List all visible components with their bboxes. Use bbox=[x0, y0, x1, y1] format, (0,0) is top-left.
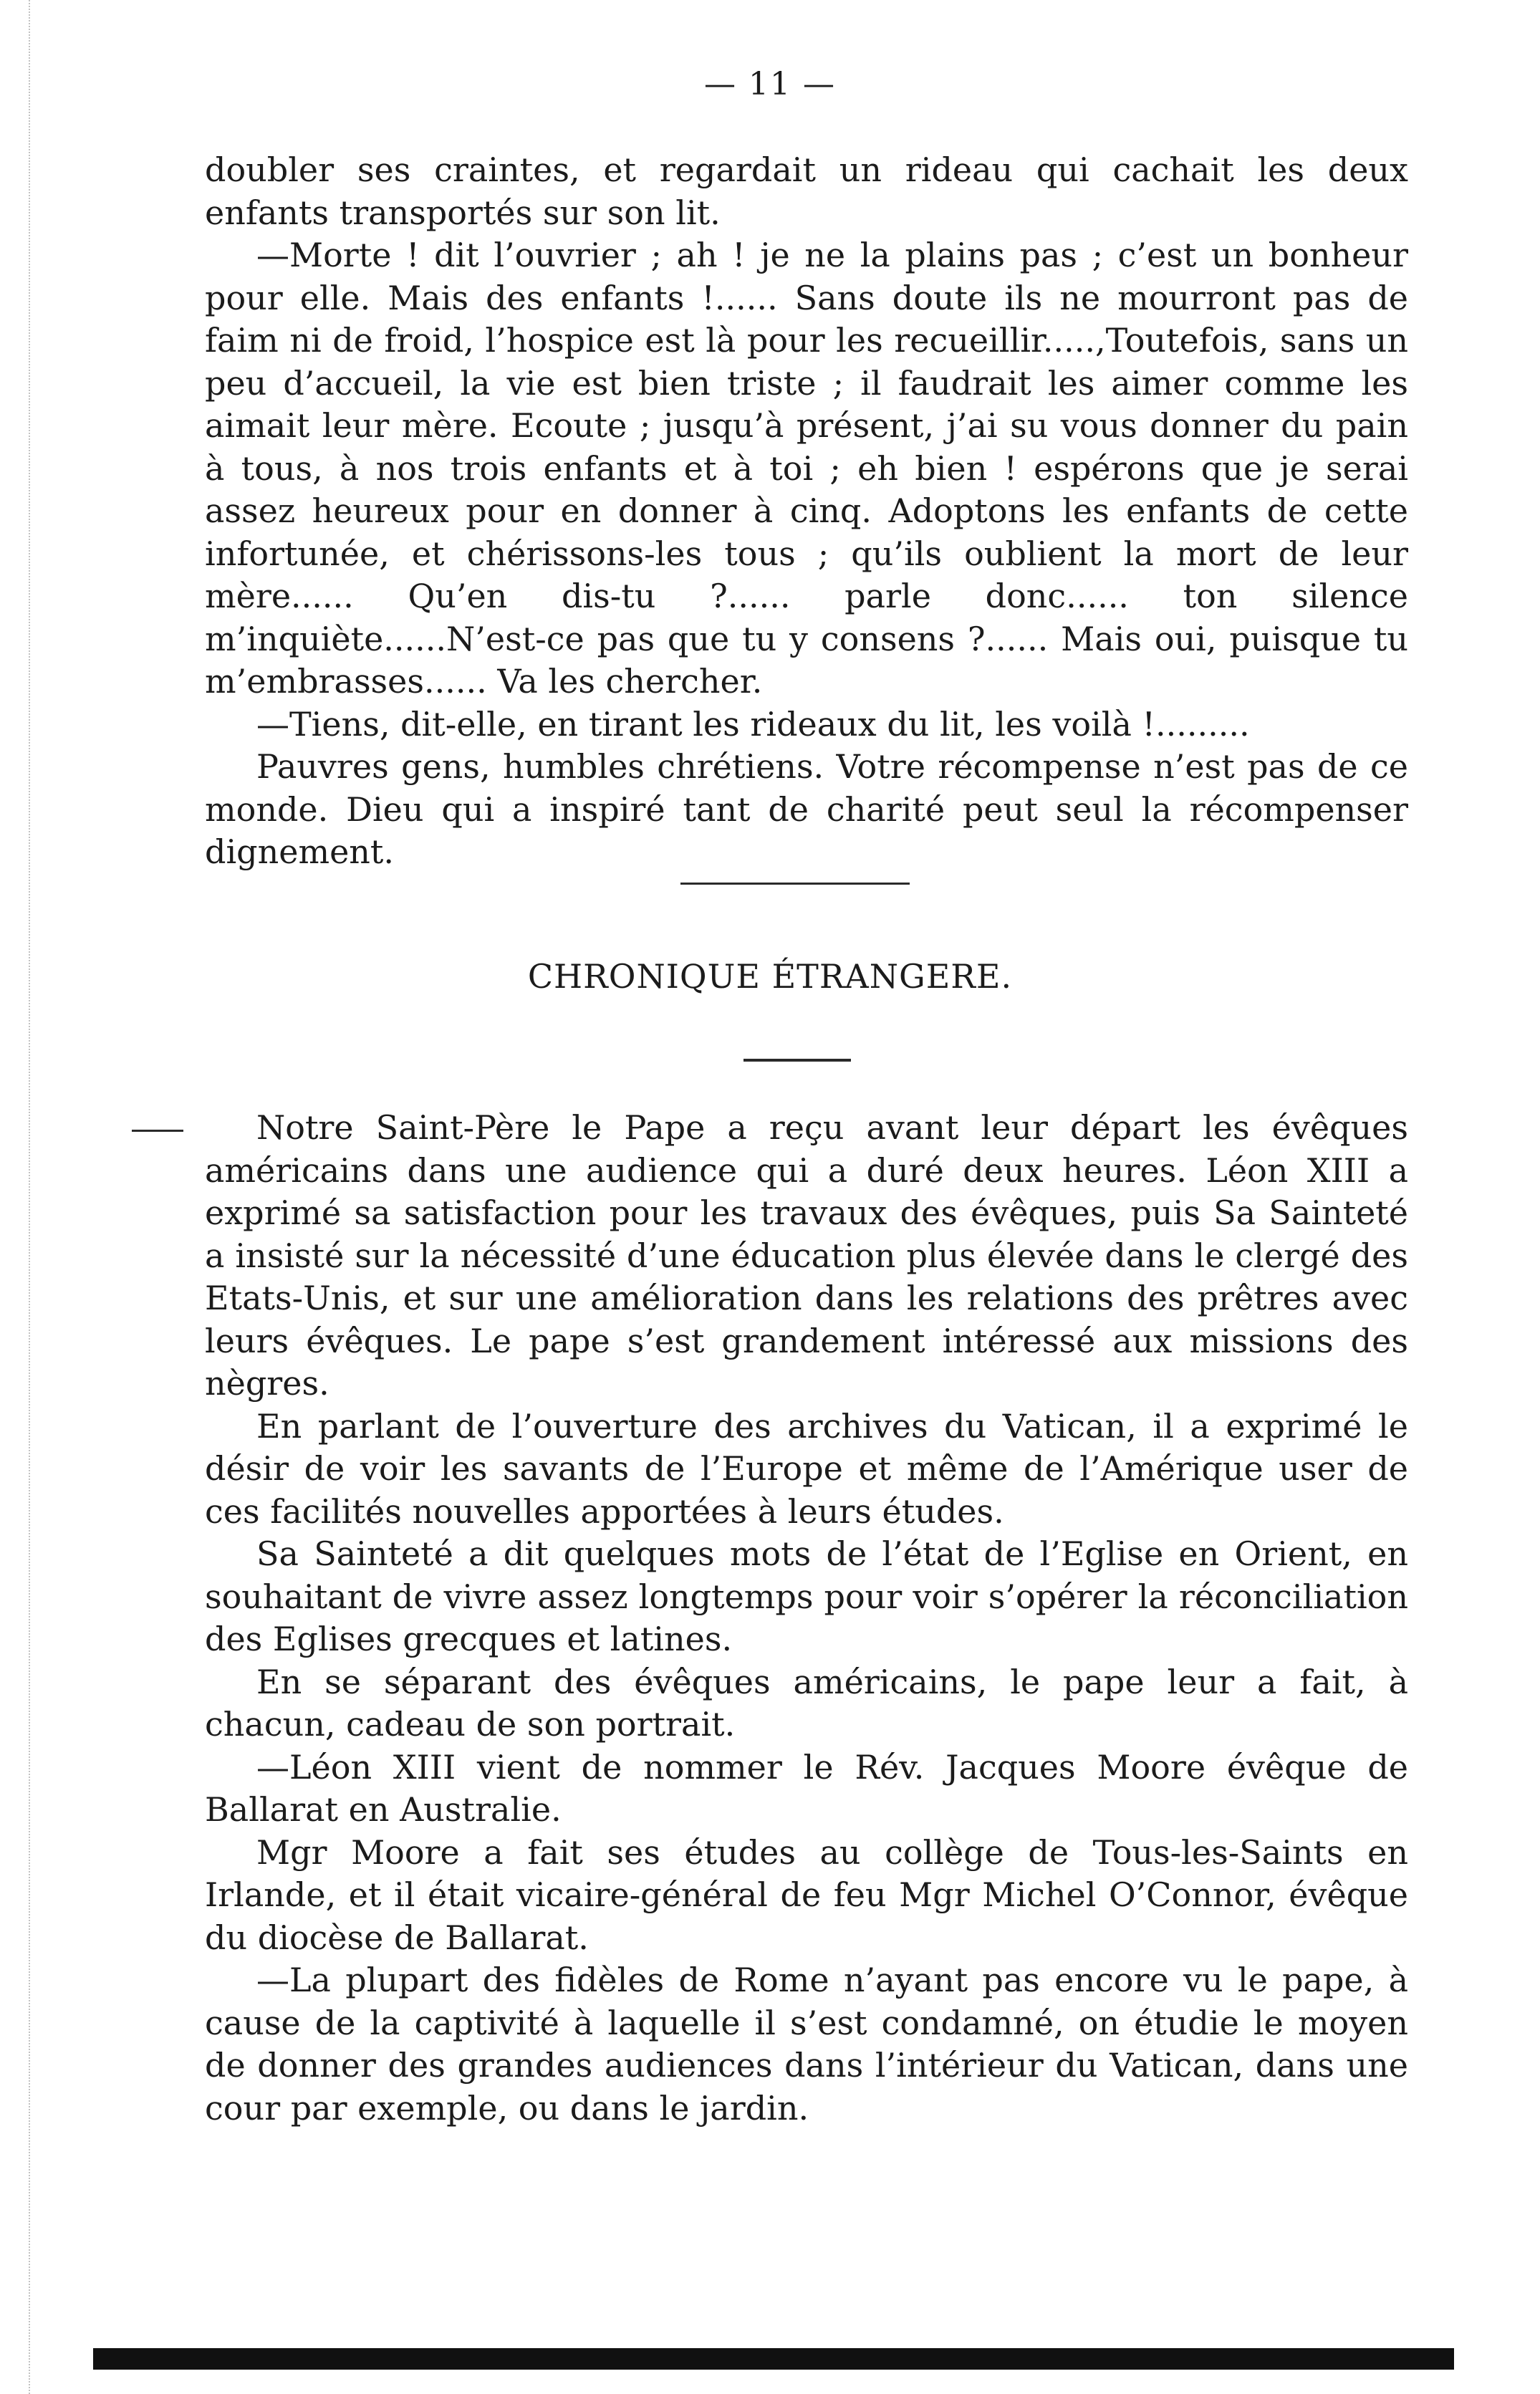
chronicle-paragraph: —La plupart des fidèles de Rome n’ayant pas encore vu le pape, à cause de la captivité à laquelle il s’est condamné, on étudie le moyen de donner des grandes audiences dans l’intérieur du Vatican, dans une cour par exemple, ou dans le jardin. bbox=[205, 1961, 1408, 2128]
chronicle-paragraph: Notre Saint-Père le Pape a reçu avant leur départ les évêques américains dans une audience qui a duré deux heures. Léon XIII a exprimé sa satisfaction pour les travaux des évêques, puis Sa Sainteté a insisté sur la nécessité d’une éducation plus élevée dans le clergé des Etats-Unis, et sur une amélioration dans les relations des prêtres avec leurs évêques. Le pape s’est grandement intéressé aux missions des nègres. bbox=[205, 1108, 1408, 1403]
section-divider bbox=[680, 883, 910, 885]
page-bottom-border bbox=[93, 2348, 1454, 2370]
section-title: CHRONIQUE ÉTRANGERE. bbox=[527, 957, 1013, 996]
chronicle-paragraph: En parlant de l’ouverture des archives du Vatican, il a exprimé le désir de voir les savants de l’Europe et même de l’Amérique user de ces facilités nouvelles apportées à leurs études. bbox=[205, 1406, 1408, 1531]
chronicle-paragraph: Mgr Moore a fait ses études au collège de Tous-les-Saints en Irlande, et il était vicaire-général de feu Mgr Michel O’Connor, évêque du diocèse de Ballarat. bbox=[205, 1832, 1408, 1957]
story-paragraph: —Morte ! dit l’ouvrier ; ah ! je ne la plains pas ; c’est un bonheur pour elle. Mais des enfants !...... Sans doute ils ne mourront pas de faim ni de froid, l’hospice est là pour les recueillir.....,Toutefois, sans un peu d’accueil, la vie est bien triste ; il faudrait les aimer comme les aimait leur mère. Ecoute ; jusqu’à présent, j’ai su vous donner du pain à tous, à nos trois enfants et à toi ; eh bien ! espérons que je serai assez heureux pour en donner à cinq. Adoptons les enfants de cette infortunée, et chérissons-les tous ; qu’ils oublient la mort de leur mère...... Qu’en dis-tu ?...... parle donc...... ton silence m’inquiète......N’est-ce pas que tu y consens ?...... Mais oui, puisque tu m’embrasses...... Va les chercher. bbox=[205, 236, 1408, 701]
title-underline bbox=[743, 1059, 851, 1062]
chronicle-body bbox=[205, 1107, 1408, 2130]
margin-dash bbox=[132, 1130, 183, 1132]
story-paragraph: doubler ses craintes, et regardait un rideau qui cachait les deux enfants transportés sur son lit. bbox=[205, 150, 1408, 232]
page-number: — 11 — bbox=[704, 66, 836, 102]
scanned-page-edge bbox=[0, 0, 30, 2394]
chronicle-paragraph: —Léon XIII vient de nommer le Rév. Jacques Moore évêque de Ballarat en Australie. bbox=[205, 1747, 1408, 1829]
story-paragraph: —Tiens, dit-elle, en tirant les rideaux du lit, les voilà !......... bbox=[256, 704, 1250, 744]
story-continuation bbox=[205, 149, 1408, 874]
chronicle-paragraph: En se séparant des évêques américains, le pape leur a fait, à chacun, cadeau de son portrait. bbox=[205, 1662, 1408, 1744]
story-paragraph: Pauvres gens, humbles chrétiens. Votre récompense n’est pas de ce monde. Dieu qui a inspiré tant de charité peut seul la récompenser dignement. bbox=[205, 747, 1408, 871]
chronicle-paragraph: Sa Sainteté a dit quelques mots de l’état de l’Eglise en Orient, en souhaitant de vivre assez longtemps pour voir s’opérer la réconciliation des Eglises grecques et latines. bbox=[205, 1534, 1408, 1658]
